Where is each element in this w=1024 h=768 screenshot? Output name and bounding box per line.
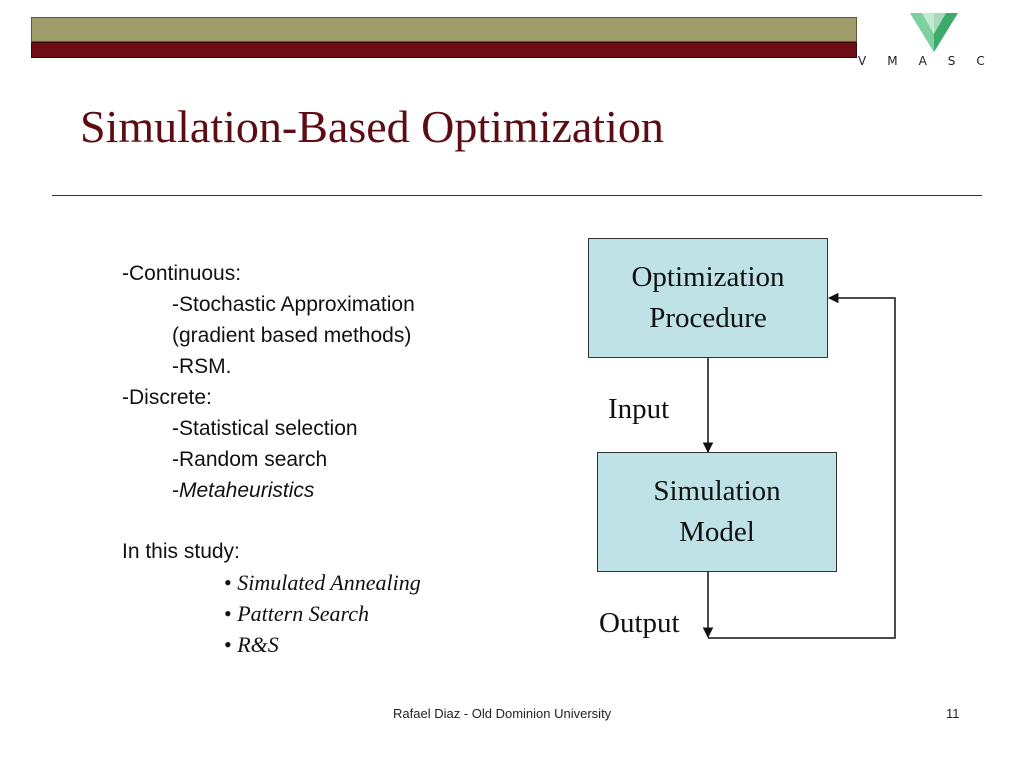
opt-box-line1: Optimization xyxy=(631,261,785,293)
input-label: Input xyxy=(608,393,670,425)
sim-box-line1: Simulation xyxy=(653,475,781,507)
study-item-ps-label: Pattern Search xyxy=(237,601,369,626)
bullet-meta-text: Metaheuristics xyxy=(179,479,315,502)
bullet-rsm: -RSM. xyxy=(172,355,232,378)
opt-box-line2: Procedure xyxy=(649,302,767,334)
output-label: Output xyxy=(599,607,680,639)
simulation-model-box xyxy=(597,452,837,572)
logo-text: VMASC xyxy=(858,54,1006,68)
bullet-continuous: -Continuous: xyxy=(122,262,242,285)
footer-author: Rafael Diaz - Old Dominion University xyxy=(393,706,612,721)
bullet-dot-icon: • xyxy=(224,632,232,657)
bullet-stochastic: -Stochastic Approximation xyxy=(172,293,415,316)
sim-box-line2: Model xyxy=(679,516,755,548)
bullet-dot-icon: • xyxy=(224,601,232,626)
bullet-discrete: -Discrete: xyxy=(122,386,212,409)
bullet-gradient: (gradient based methods) xyxy=(172,324,412,347)
study-item-rs-label: R&S xyxy=(237,632,279,657)
bullet-statistical: -Statistical selection xyxy=(172,417,358,440)
study-heading: In this study: xyxy=(122,540,240,563)
bullet-dot-icon: • xyxy=(224,570,232,595)
slide-title: Simulation-Based Optimization xyxy=(80,101,664,152)
optimization-procedure-box xyxy=(588,238,828,358)
bullet-random: -Random search xyxy=(172,448,328,471)
page-number: 11 xyxy=(946,706,960,721)
bullet-meta-dash: - xyxy=(172,479,179,502)
study-item-sa-label: Simulated Annealing xyxy=(237,570,421,595)
